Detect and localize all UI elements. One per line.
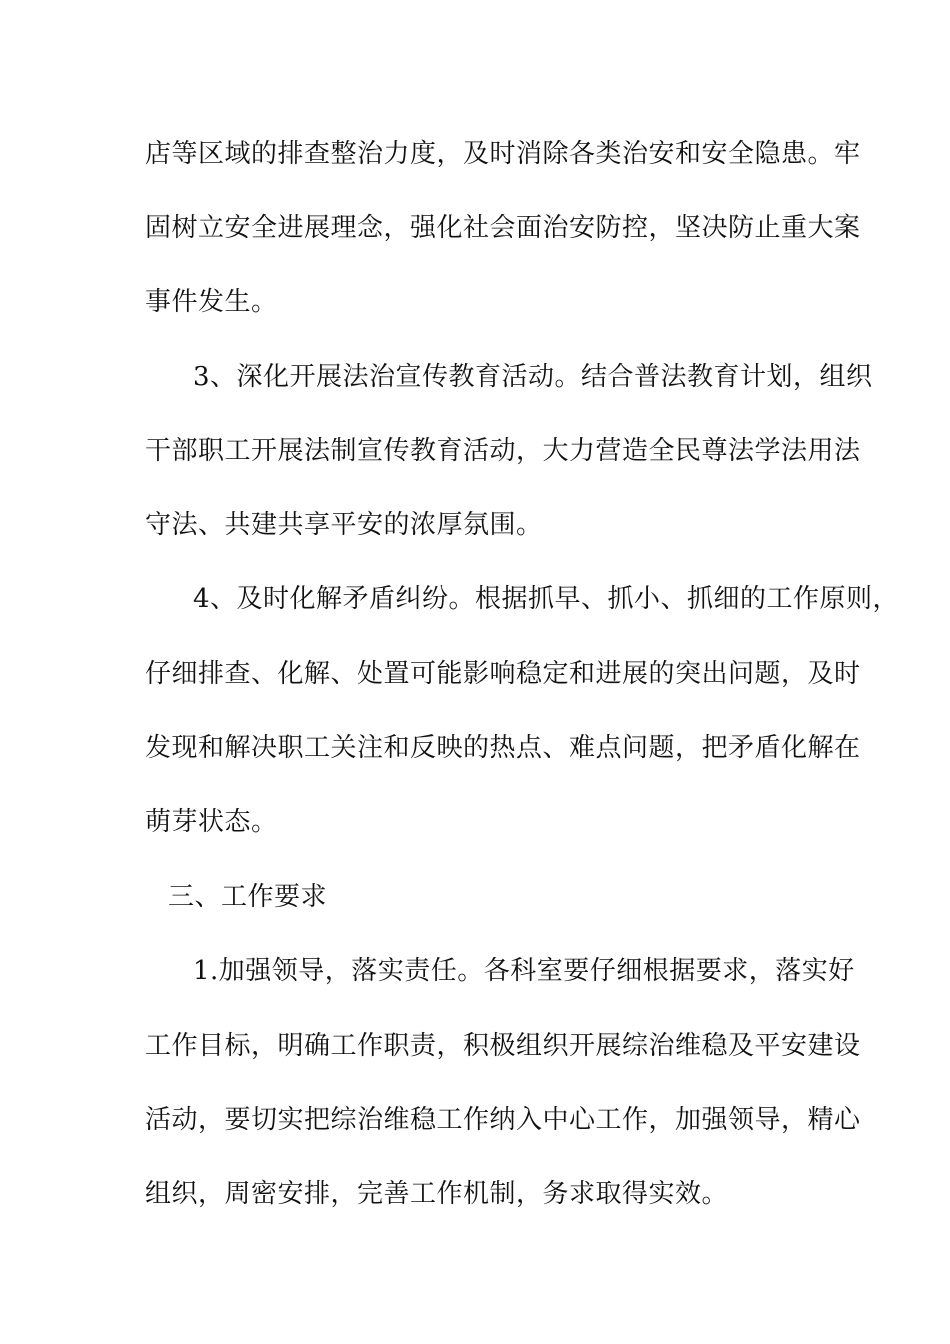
- paragraph-line: 干部职工开展法制宣传教育活动，大力营造全民尊法学法用法: [145, 436, 861, 466]
- paragraph-line: 活动，要切实把综治维稳工作纳入中心工作，加强领导，精心: [145, 1105, 861, 1135]
- paragraph-line: 店等区域的排查整治力度，及时消除各类治安和安全隐患。牢: [145, 139, 861, 169]
- paragraph-line: 1.加强领导，落实责任。各科室要仔细根据要求，落实好: [193, 956, 855, 986]
- paragraph-line: 工作目标，明确工作职责，积极组织开展综治维稳及平安建设: [145, 1031, 861, 1061]
- paragraph-line: 守法、共建共享平安的浓厚氛围。: [145, 510, 543, 540]
- paragraph-line: 组织，周密安排，完善工作机制，务求取得实效。: [145, 1179, 729, 1209]
- paragraph-line: 固树立安全进展理念，强化社会面治安防控，坚决防止重大案: [145, 213, 861, 243]
- section-heading: 三、工作要求: [168, 882, 328, 912]
- paragraph-line: 3、深化开展法治宣传教育活动。结合普法教育计划，组织: [193, 362, 873, 392]
- paragraph-line: 萌芽状态。: [145, 807, 278, 837]
- paragraph-line: 事件发生。: [145, 287, 278, 317]
- paragraph-line: 4、及时化解矛盾纠纷。根据抓早、抓小、抓细的工作原则，: [193, 584, 900, 614]
- paragraph-line: 仔细排查、化解、处置可能影响稳定和进展的突出问题，及时: [145, 659, 861, 689]
- paragraph-line: 发现和解决职工关注和反映的热点、难点问题，把矛盾化解在: [145, 733, 861, 763]
